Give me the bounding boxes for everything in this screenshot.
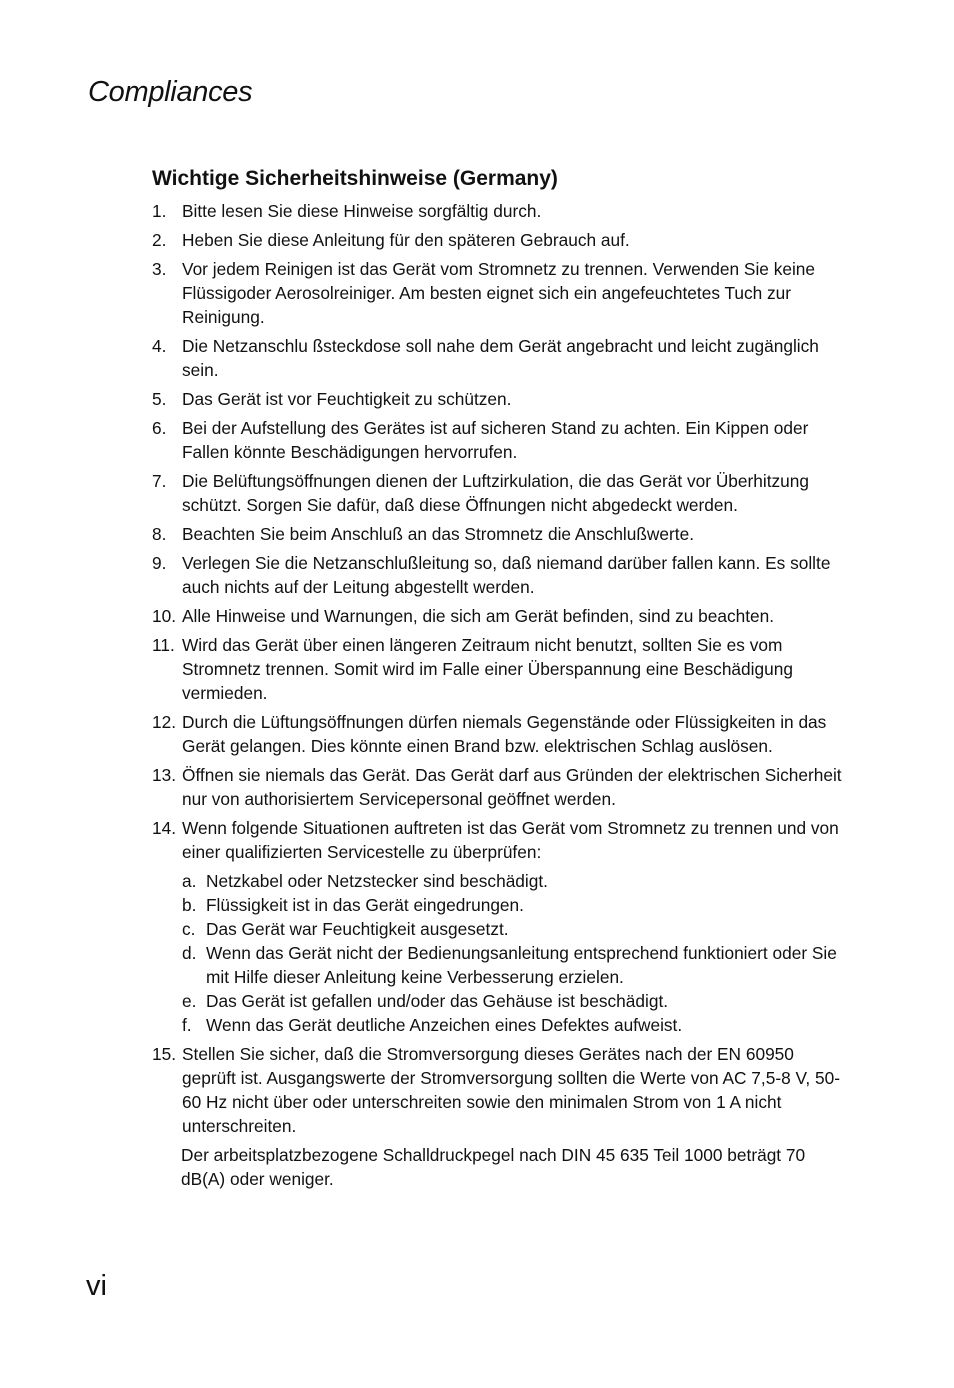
sub-list-item xyxy=(182,893,852,917)
item-text: Bitte lesen Sie diese Hinweise sorgfältig durch. xyxy=(182,201,542,221)
sub-item-letter: f. xyxy=(182,1015,192,1035)
section-heading: Wichtige Sicherheitshinweise (Germany) xyxy=(152,167,558,190)
item-number: 1. xyxy=(152,201,167,221)
item-number: 5. xyxy=(152,389,167,409)
sub-item-letter: b. xyxy=(182,895,197,915)
list-item xyxy=(152,604,852,628)
item-text: Heben Sie diese Anleitung für den späteren Gebrauch auf. xyxy=(182,230,630,250)
item-text: Beachten Sie beim Anschluß an das Stromnetz die Anschlußwerte. xyxy=(182,524,694,544)
item-number: 8. xyxy=(152,524,167,544)
item-number: 4. xyxy=(152,336,167,356)
sub-item-letter: a. xyxy=(182,871,197,891)
list-item xyxy=(152,816,852,1037)
sub-list-item xyxy=(182,917,852,941)
item-text: Das Gerät ist vor Feuchtigkeit zu schützen. xyxy=(182,389,512,409)
item-text: Die Belüftungsöffnungen dienen der Luftzirkulation, die das Gerät vor Überhitzung schützt. Sorgen Sie dafür, daß diese Öffnungen nicht abgedeckt werden. xyxy=(182,471,810,515)
item-text: Durch die Lüftungsöffnungen dürfen niemals Gegenstände oder Flüssigkeiten in das Gerät gelangen. Dies könnte einen Brand bzw. elektrischen Schlag auslösen. xyxy=(182,712,827,756)
item-text: Öffnen sie niemals das Gerät. Das Gerät darf aus Gründen der elektrischen Sicherheit nur von authorisiertem Servicepersonal geöffnet werden. xyxy=(182,765,842,809)
safety-instructions-list xyxy=(152,199,852,1191)
list-item xyxy=(152,334,852,382)
page-number: vi xyxy=(86,1270,107,1302)
item-number: 3. xyxy=(152,259,167,279)
list-item xyxy=(152,1042,852,1138)
item-text: Verlegen Sie die Netzanschlußleitung so, daß niemand darüber fallen kann. Es sollte auch nichts auf der Leitung abgestellt werden. xyxy=(182,553,831,597)
sub-item-text: Das Gerät war Feuchtigkeit ausgesetzt. xyxy=(206,919,509,939)
item-text: Vor jedem Reinigen ist das Gerät vom Stromnetz zu trennen. Verwenden Sie keine Flüssigoder Aerosolreiniger. Am besten eignet sich ein angefeuchtetes Tuch zur Reinigung. xyxy=(182,259,816,327)
item-number: 12. xyxy=(152,712,177,732)
item-text: Stellen Sie sicher, daß die Stromversorgung dieses Gerätes nach der EN 60950 geprüft ist. Ausgangswerte der Stromversorgung sollten die Werte von AC 7,5-8 V, 50-60 Hz nicht über oder unterschreiten sowie den minimalen Strom von 1 A nicht unterschreiten. xyxy=(182,1044,841,1136)
item-number: 7. xyxy=(152,471,167,491)
list-item xyxy=(152,199,852,223)
sub-item-text: Wenn das Gerät deutliche Anzeichen eines Defektes aufweist. xyxy=(206,1015,683,1035)
item-number: 2. xyxy=(152,230,167,250)
sub-item-text: Flüssigkeit ist in das Gerät eingedrungen. xyxy=(206,895,524,915)
item-text: Wird das Gerät über einen längeren Zeitraum nicht benutzt, sollten Sie es vom Stromnetz trennen. Somit wird im Falle einer Überspannung eine Beschädigung vermieden. xyxy=(182,635,793,703)
item-number: 6. xyxy=(152,418,167,438)
item-text: Wenn folgende Situationen auftreten ist das Gerät vom Stromnetz zu trennen und von einer qualifizierten Servicestelle zu überprüfen: xyxy=(182,818,839,862)
sub-item-text: Netzkabel oder Netzstecker sind beschädigt. xyxy=(206,871,548,891)
list-item xyxy=(152,257,852,329)
list-item xyxy=(152,763,852,811)
item-number: 11. xyxy=(152,635,175,655)
list-item xyxy=(152,228,852,252)
list-item xyxy=(152,710,852,758)
sub-list-item xyxy=(182,941,852,989)
item-number: 10. xyxy=(152,606,177,626)
sub-item-letter: d. xyxy=(182,943,197,963)
item-text: Bei der Aufstellung des Gerätes ist auf sicheren Stand zu achten. Ein Kippen oder Fallen könnte Beschädigungen hervorrufen. xyxy=(182,418,809,462)
list-item xyxy=(152,469,852,517)
page-header-title: Compliances xyxy=(88,76,253,108)
item-number: 9. xyxy=(152,553,167,573)
sub-list xyxy=(182,869,852,1037)
sub-item-text: Das Gerät ist gefallen und/oder das Gehäuse ist beschädigt. xyxy=(206,991,669,1011)
list-item xyxy=(152,522,852,546)
list-item xyxy=(152,416,852,464)
sub-list-item xyxy=(182,989,852,1013)
item-text: Die Netzanschlu ßsteckdose soll nahe dem Gerät angebracht und leicht zugänglich sein. xyxy=(182,336,819,380)
item-number: 14. xyxy=(152,818,177,838)
sub-list-item xyxy=(182,1013,852,1037)
sub-item-letter: e. xyxy=(182,991,197,1011)
item-number: 13. xyxy=(152,765,177,785)
list-item xyxy=(152,551,852,599)
sub-item-letter: c. xyxy=(182,919,196,939)
noise-level-note: Der arbeitsplatzbezogene Schalldruckpegel nach DIN 45 635 Teil 1000 beträgt 70 dB(A) oder weniger. xyxy=(181,1145,806,1189)
item-text: Alle Hinweise und Warnungen, die sich am Gerät befinden, sind zu beachten. xyxy=(182,606,775,626)
item-number: 15. xyxy=(152,1044,177,1064)
list-item xyxy=(152,633,852,705)
sub-item-text: Wenn das Gerät nicht der Bedienungsanleitung entsprechend funktioniert oder Sie mit Hilfe dieser Anleitung keine Verbesserung erzielen. xyxy=(206,943,837,987)
list-item xyxy=(152,387,852,411)
sub-list-item xyxy=(182,869,852,893)
